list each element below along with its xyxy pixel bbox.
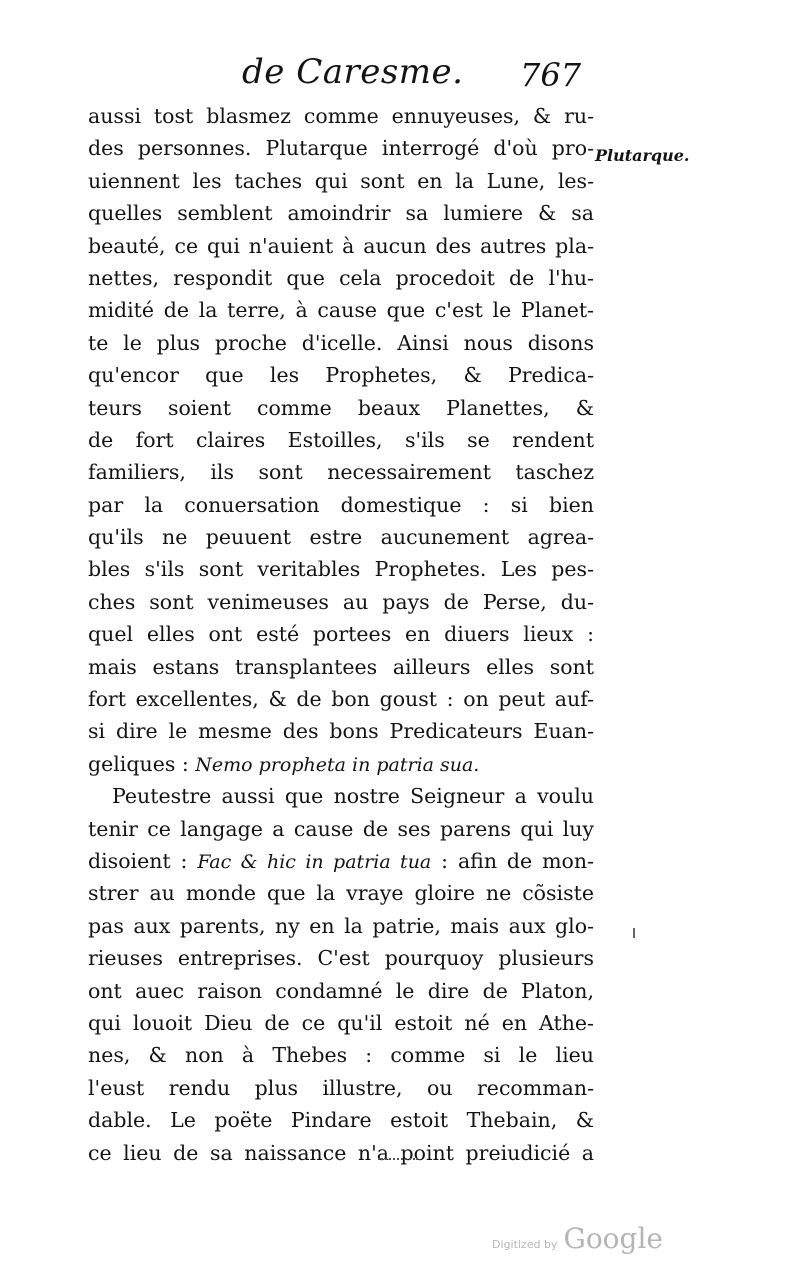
- latin-quote: Nemo propheta in patria sua.: [195, 753, 480, 776]
- catchword-mark: [378, 1158, 418, 1163]
- text-line: l'eust rendu plus illustre, ou recomman-: [88, 1075, 594, 1100]
- line-text: geliques :: [88, 751, 196, 776]
- text-line-quote: [88, 845, 594, 877]
- text-line: ont auec raison condamné le dire de Platon,: [88, 978, 594, 1003]
- text-line: qu'encor que les Prophetes, & Predica-: [88, 363, 594, 388]
- ink-speck: [633, 928, 635, 938]
- margin-note: Plutarque.: [595, 146, 690, 165]
- text-line: teurs soient comme beaux Planettes, &: [88, 395, 594, 420]
- text-line: strer au monde que la vraye gloire ne cõsiste: [88, 881, 594, 906]
- text-line: aussi tost blasmez comme ennuyeuses, & ru-: [88, 104, 594, 128]
- text-line: pas aux parents, ny en la patrie, mais aux glo-: [88, 913, 594, 938]
- paragraph-start-line: Peutestre aussi que nostre Seigneur a voulu: [112, 784, 594, 809]
- text-line: fort excellentes, & de bon goust : on peut auf-: [88, 687, 594, 712]
- text-line: familiers, ils sont necessairement taschez: [88, 460, 594, 485]
- line-text: disoient :: [88, 848, 198, 873]
- text-line: te le plus proche d'icelle. Ainsi nous disons: [88, 330, 594, 355]
- text-line: nettes, respondit que cela procedoit de l'hu-: [88, 265, 594, 290]
- text-line: mais estans transplantees ailleurs elles sont: [88, 654, 594, 679]
- text-line: quel elles ont esté portees en diuers lieux :: [88, 622, 594, 647]
- text-line: ches sont venimeuses au pays de Perse, du-: [88, 589, 594, 614]
- text-line: beauté, ce qui n'auient à aucun des autres pla-: [88, 233, 594, 258]
- digitized-watermark: [492, 1222, 663, 1255]
- text-line: qui louoit Dieu de ce qu'il estoit né en Athe-: [88, 1010, 594, 1035]
- page-number: 767: [520, 56, 582, 94]
- text-line: bles s'ils sont veritables Prophetes. Les pes-: [88, 557, 594, 582]
- body-text: [88, 100, 594, 1169]
- text-line: si dire le mesme des bons Predicateurs Euan-: [88, 719, 594, 744]
- text-line: rieuses entreprises. C'est pourquoy plusieurs: [88, 946, 594, 971]
- running-title: de Caresme.: [242, 52, 464, 92]
- text-line: de fort claires Estoilles, s'ils se rendent: [88, 427, 594, 452]
- text-line: dable. Le poëte Pindare estoit Thebain, &: [88, 1108, 594, 1133]
- google-logo: Google: [563, 1222, 663, 1255]
- text-line: quelles semblent amoindrir sa lumiere & sa: [88, 201, 594, 226]
- text-line: uiennent les taches qui sont en la Lune, les-: [88, 168, 594, 193]
- text-line: ce lieu de sa naissance n'a point preiudicié a: [88, 1140, 594, 1165]
- text-line: des personnes. Plutarque interrogé d'où pro-: [88, 136, 594, 161]
- text-line: qu'ils ne peuuent estre aucunement agrea-: [88, 525, 594, 550]
- text-line: tenir ce langage a cause de ses parens qui luy: [88, 816, 594, 841]
- text-line: midité de la terre, à cause que c'est le Planet-: [88, 298, 594, 323]
- text-line-quote: [88, 748, 594, 780]
- line-text: : afin de mon-: [431, 848, 594, 873]
- watermark-prefix: Digitized by: [492, 1238, 558, 1251]
- latin-quote: Fac & hic in patria tua: [197, 850, 432, 873]
- text-line: nes, & non à Thebes : comme si le lieu: [88, 1043, 594, 1068]
- text-line: par la conuersation domestique : si bien: [88, 492, 594, 517]
